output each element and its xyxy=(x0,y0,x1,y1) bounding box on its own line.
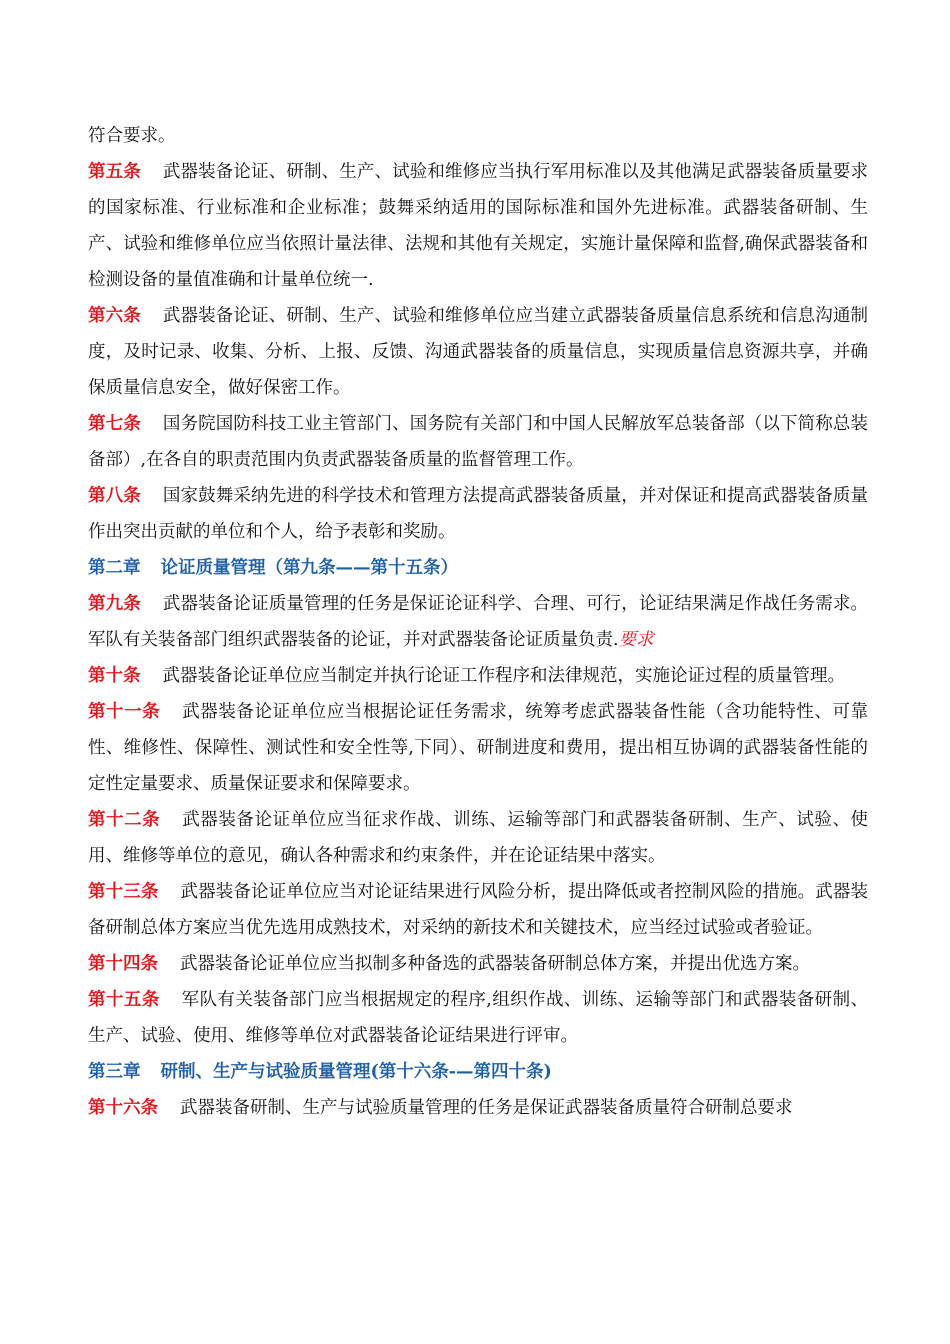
article-text: 武器装备论证单位应当拟制多种备选的武器装备研制总体方案，并提出优选方案。 xyxy=(180,954,810,974)
article-label: 第十一条 xyxy=(88,702,161,722)
article-label: 第五条 xyxy=(88,162,141,182)
chapter-3-heading xyxy=(88,1054,868,1090)
article-label: 第十六条 xyxy=(88,1098,158,1118)
article-text: 军队有关装备部门应当根据规定的程序,组织作战、训练、运输等部门和武器装备研制、生产、试验、使用、维修等单位对武器装备论证结果进行评审。 xyxy=(88,990,869,1046)
article-text: 武器装备论证单位应当根据论证任务需求，统筹考虑武器装备性能（含功能特性、可靠性、维修性、保障性、测试性和安全性等,下同）、研制进度和费用，提出相互协调的武器装备性能的定性定量要求、质量保证要求和保障要求。 xyxy=(88,702,869,794)
chapter-number: 第二章 xyxy=(88,558,141,578)
article-13 xyxy=(88,874,868,946)
article-label: 第十五条 xyxy=(88,990,160,1010)
article-14 xyxy=(88,946,868,982)
article-5 xyxy=(88,154,868,298)
article-text: 国务院国防科技工业主管部门、国务院有关部门和中国人民解放军总装备部（以下简称总装备部）,在各自的职责范围内负责武器装备质量的监督管理工作。 xyxy=(88,414,869,470)
article-text: 国家鼓舞采纳先进的科学技术和管理方法提高武器装备质量，并对保证和提高武器装备质量作出突出贡献的单位和个人，给予表彰和奖励。 xyxy=(88,486,869,542)
article-16 xyxy=(88,1090,868,1126)
article-text: 武器装备论证、研制、生产、试验和维修单位应当建立武器装备质量信息系统和信息沟通制度，及时记录、收集、分析、上报、反馈、沟通武器装备的质量信息，实现质量信息资源共享，并确保质量信息安全，做好保密工作。 xyxy=(88,306,869,398)
article-12 xyxy=(88,802,868,874)
article-label: 第七条 xyxy=(88,414,141,434)
article-8 xyxy=(88,478,868,550)
chapter-2-heading xyxy=(88,550,868,586)
article-text: 武器装备论证单位应当制定并执行论证工作程序和法律规范，实施论证过程的质量管理。 xyxy=(162,666,845,686)
article-15 xyxy=(88,982,868,1054)
article-label: 第十四条 xyxy=(88,954,158,974)
article-text: 武器装备论证、研制、生产、试验和维修应当执行军用标准以及其他满足武器装备质量要求的国家标准、行业标准和企业标准；鼓舞采纳适用的国际标准和国外先进标准。武器装备研制、生产、试验和维修单位应当依照计量法律、法规和其他有关规定，实施计量保障和监督,确保武器装备和检测设备的量值准确和计量单位统一. xyxy=(88,162,869,290)
article-label: 第六条 xyxy=(88,306,141,326)
article-label: 第八条 xyxy=(88,486,141,506)
article-9 xyxy=(88,586,868,658)
chapter-title: 论证质量管理（第九条——第十五条） xyxy=(160,558,458,578)
article-text: 武器装备论证单位应当征求作战、训练、运输等部门和武器装备研制、生产、试验、使用、维修等单位的意见，确认各种需求和约束条件，并在论证结果中落实。 xyxy=(88,810,869,866)
article-text: 武器装备研制、生产与试验质量管理的任务是保证武器装备质量符合研制总要求 xyxy=(180,1098,793,1118)
annotation-note: 要求 xyxy=(618,630,654,650)
article-label: 第九条 xyxy=(88,594,141,614)
article-10 xyxy=(88,658,868,694)
article-text: 武器装备论证单位应当对论证结果进行风险分析，提出降低或者控制风险的措施。武器装备研制总体方案应当优先选用成熟技术，对采纳的新技术和关键技术，应当经过试验或者验证。 xyxy=(88,882,869,938)
chapter-title: 研制、生产与试验质量管理(第十六条-—第四十条) xyxy=(160,1062,552,1082)
article-label: 第十二条 xyxy=(88,810,161,830)
article-7 xyxy=(88,406,868,478)
article-11 xyxy=(88,694,868,802)
chapter-number: 第三章 xyxy=(88,1062,141,1082)
lead-text: 符合要求。 xyxy=(88,126,176,146)
article-6 xyxy=(88,298,868,406)
article-label: 第十条 xyxy=(88,666,141,686)
article-label: 第十三条 xyxy=(88,882,159,902)
article-text: 武器装备论证质量管理的任务是保证论证科学、合理、可行，论证结果满足作战任务需求。军队有关装备部门组织武器装备的论证，并对武器装备论证质量负责. xyxy=(88,594,869,650)
document-page xyxy=(88,118,868,1126)
